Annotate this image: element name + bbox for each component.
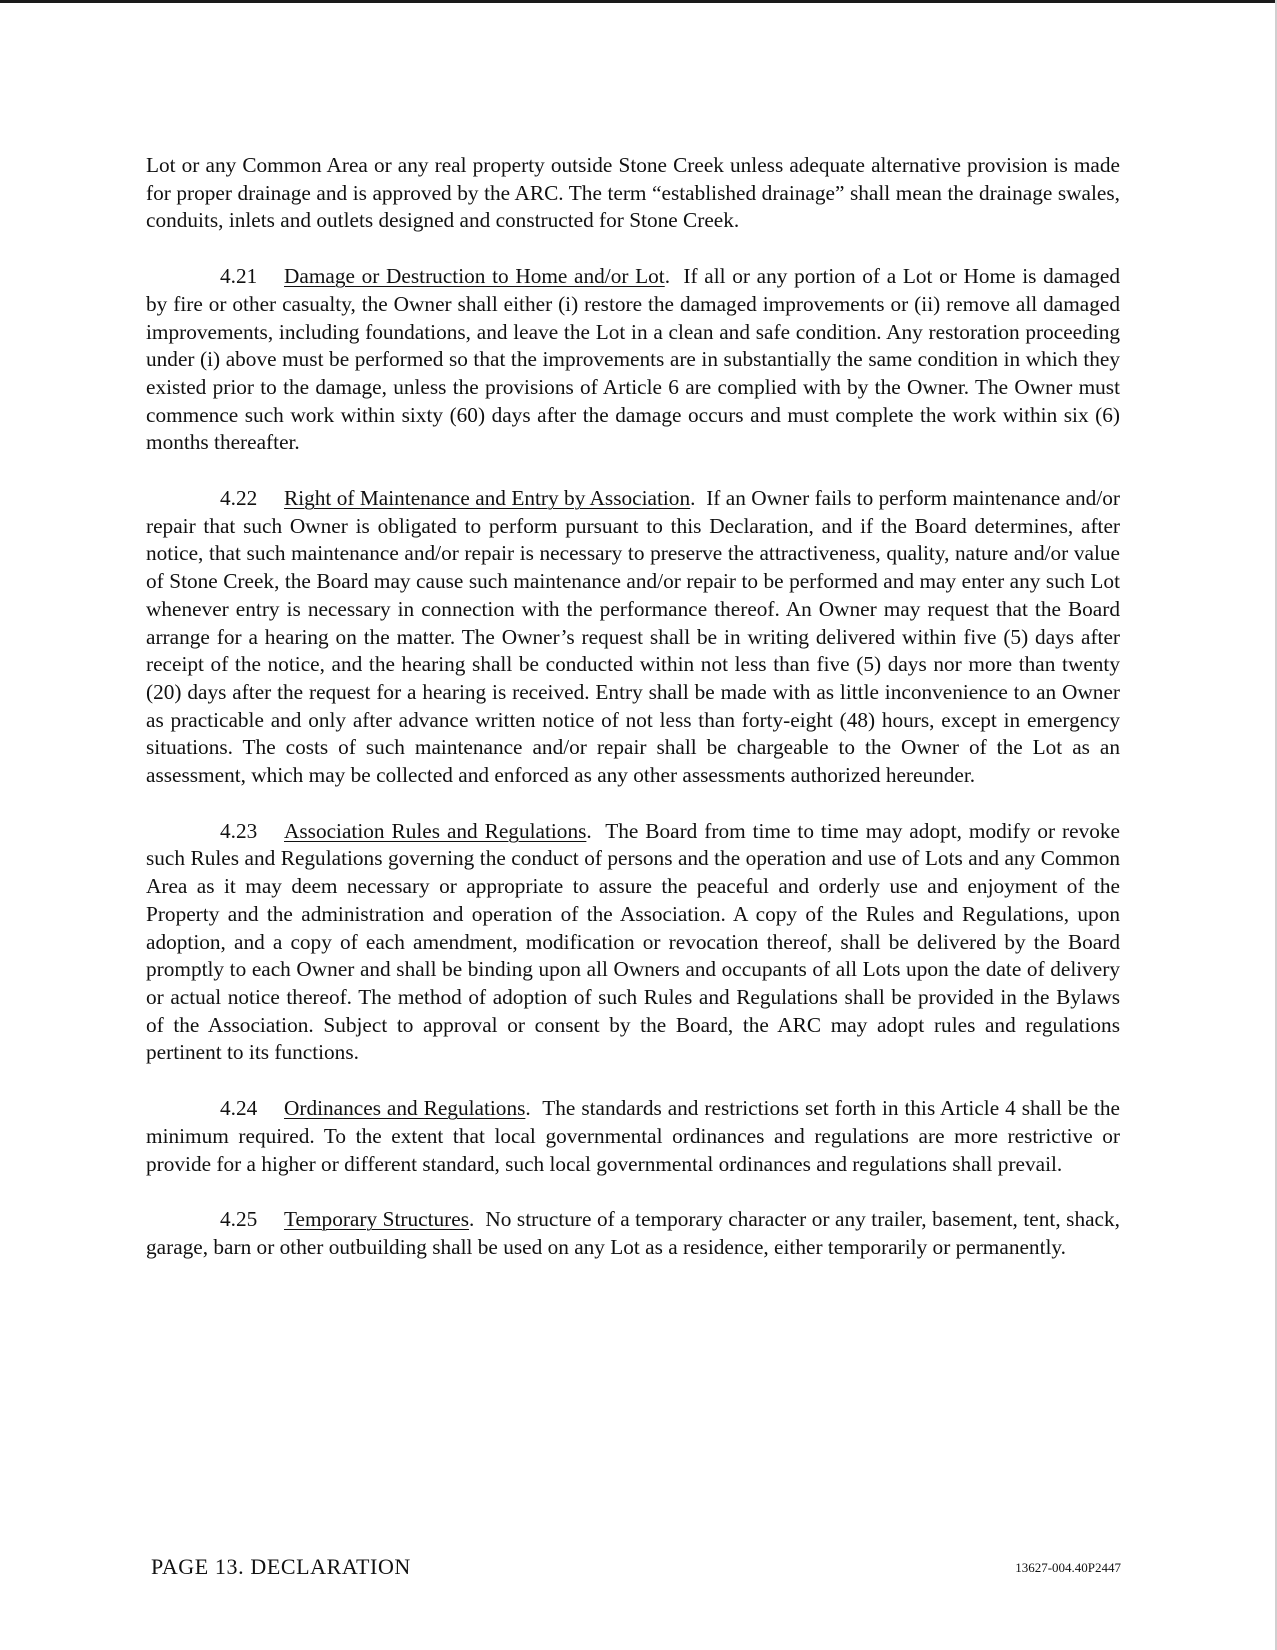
- section-heading: Ordinances and Regulations: [284, 1096, 526, 1121]
- section-heading: Damage or Destruction to Home and/or Lot: [284, 264, 665, 289]
- section-body: The Board from time to time may adopt, modify or revoke such Rules and Regulations governing the conduct of persons and the operation and use of Lots and any Common Area as it may deem necessary or appropriate to assure the peaceful and orderly use and enjoyment of the Property and the administration and operation of the Association. A copy of the Rules and Regulations, upon adoption, and a copy of each amendment, modification or revocation thereof, shall be delivered by the Board promptly to each Owner and shall be binding upon all Owners and occupants of all Lots upon the date of delivery or actual notice thereof. The method of adoption of such Rules and Regulations shall be provided in the Bylaws of the Association. Subject to approval or consent by the Board, the ARC may adopt rules and regulations pertinent to its functions.: [146, 818, 1120, 1065]
- section-body: If all or any portion of a Lot or Home is damaged by fire or other casualty, the Owner shall either (i) restore the damaged improvements or (ii) remove all damaged improvements, including foundations, and leave the Lot in a clean and safe condition. Any restoration proceeding under (i) above must be performed so that the improvements are in substantially the same condition in which they existed prior to the damage, unless the provisions of Article 6 are complied with by the Owner. The Owner must commence such work within sixty (60) days after the damage occurs and must complete the work within six (6) months thereafter.: [146, 264, 1120, 455]
- scan-top-edge: [0, 0, 1277, 3]
- section-heading: Temporary Structures: [284, 1207, 469, 1232]
- document-page: [146, 152, 1120, 1290]
- section-4-25: 4.25 Temporary Structures. No structure of a temporary character or any trailer, basement, tent, shack, garage, barn or other outbuilding shall be used on any Lot as a residence, either temporarily or permanently.: [146, 1207, 1120, 1259]
- section-body: The standards and restrictions set forth in this Article 4 shall be the minimum required. To the extent that local governmental ordinances and regulations are more restrictive or provide for a higher or different standard, such local governmental ordinances and regulations shall prevail.: [146, 1096, 1120, 1176]
- section-body: If an Owner fails to perform maintenance and/or repair that such Owner is obligated to perform pursuant to this Declaration, and if the Board determines, after notice, that such maintenance and/or repair is necessary to preserve the attractiveness, quality, nature and/or value of Stone Creek, the Board may cause such maintenance and/or repair to be performed and may enter any such Lot whenever entry is necessary in connection with the performance thereof. An Owner may request that the Board arrange for a hearing on the matter. The Owner’s request shall be in writing delivered within five (5) days after receipt of the notice, and the hearing shall be conducted within not less than five (5) days nor more than twenty (20) days after the request for a hearing is received. Entry shall be made with as little inconvenience to an Owner as practicable and only after advance written notice of not less than forty-eight (48) hours, except in emergency situations. The costs of such maintenance and/or repair shall be chargeable to the Owner of the Lot as an assessment, which may be collected and enforced as any other assessments authorized hereunder.: [146, 486, 1120, 788]
- section-number: 4.23: [220, 818, 258, 843]
- section-4-23: 4.23 Association Rules and Regulations. The Board from time to time may adopt, modify or revoke such Rules and Regulations governing the conduct of persons and the operation and use of Lots and any Common Area as it may deem necessary or appropriate to assure the peaceful and orderly use and enjoyment of the Property and the administration and operation of the Association. A copy of the Rules and Regulations, upon adoption, and a copy of each amendment, modification or revocation thereof, shall be delivered by the Board promptly to each Owner and shall be binding upon all Owners and occupants of all Lots upon the date of delivery or actual notice thereof. The method of adoption of such Rules and Regulations shall be provided in the Bylaws of the Association. Subject to approval or consent by the Board, the ARC may adopt rules and regulations pertinent to its functions.: [146, 818, 1120, 1065]
- page-footer-label: PAGE 13. DECLARATION: [151, 1554, 411, 1579]
- section-body: No structure of a temporary character or any trailer, basement, tent, shack, garage, barn or other outbuilding shall be used on any Lot as a residence, either temporarily or permanently.: [146, 1207, 1120, 1259]
- section-number: 4.21: [220, 264, 258, 289]
- section-4-24: 4.24 Ordinances and Regulations. The standards and restrictions set forth in this Article 4 shall be the minimum required. To the extent that local governmental ordinances and regulations are more restrictive or provide for a higher or different standard, such local governmental ordinances and regulations shall prevail.: [146, 1096, 1120, 1176]
- section-heading: Right of Maintenance and Entry by Association: [284, 486, 691, 511]
- section-4-21: 4.21 Damage or Destruction to Home and/or Lot. If all or any portion of a Lot or Home is damaged by fire or other casualty, the Owner shall either (i) restore the damaged improvements or (ii) remove all damaged improvements, including foundations, and leave the Lot in a clean and safe condition. Any restoration proceeding under (i) above must be performed so that the improvements are in substantially the same condition in which they existed prior to the damage, unless the provisions of Article 6 are complied with by the Owner. The Owner must commence such work within sixty (60) days after the damage occurs and must complete the work within six (6) months thereafter.: [146, 264, 1120, 455]
- document-number: 13627-004.40P2447: [1015, 1560, 1121, 1575]
- section-heading: Association Rules and Regulations: [284, 818, 587, 843]
- section-4-22: 4.22 Right of Maintenance and Entry by Association. If an Owner fails to perform maintenance and/or repair that such Owner is obligated to perform pursuant to this Declaration, and if the Board determines, after notice, that such maintenance and/or repair is necessary to preserve the attractiveness, quality, nature and/or value of Stone Creek, the Board may cause such maintenance and/or repair to be performed and may enter any such Lot whenever entry is necessary in connection with the performance thereof. An Owner may request that the Board arrange for a hearing on the matter. The Owner’s request shall be in writing delivered within five (5) days after receipt of the notice, and the hearing shall be conducted within not less than five (5) days nor more than twenty (20) days after the request for a hearing is received. Entry shall be made with as little inconvenience to an Owner as practicable and only after advance written notice of not less than forty-eight (48) hours, except in emergency situations. The costs of such maintenance and/or repair shall be chargeable to the Owner of the Lot as an assessment, which may be collected and enforced as any other assessments authorized hereunder.: [146, 486, 1120, 788]
- section-number: 4.22: [220, 486, 258, 511]
- continuation-paragraph: Lot or any Common Area or any real property outside Stone Creek unless adequate alternative provision is made for proper drainage and is approved by the ARC. The term “established drainage” shall mean the drainage swales, conduits, inlets and outlets designed and constructed for Stone Creek.: [146, 153, 1120, 233]
- section-number: 4.25: [220, 1207, 258, 1232]
- section-number: 4.24: [220, 1096, 258, 1121]
